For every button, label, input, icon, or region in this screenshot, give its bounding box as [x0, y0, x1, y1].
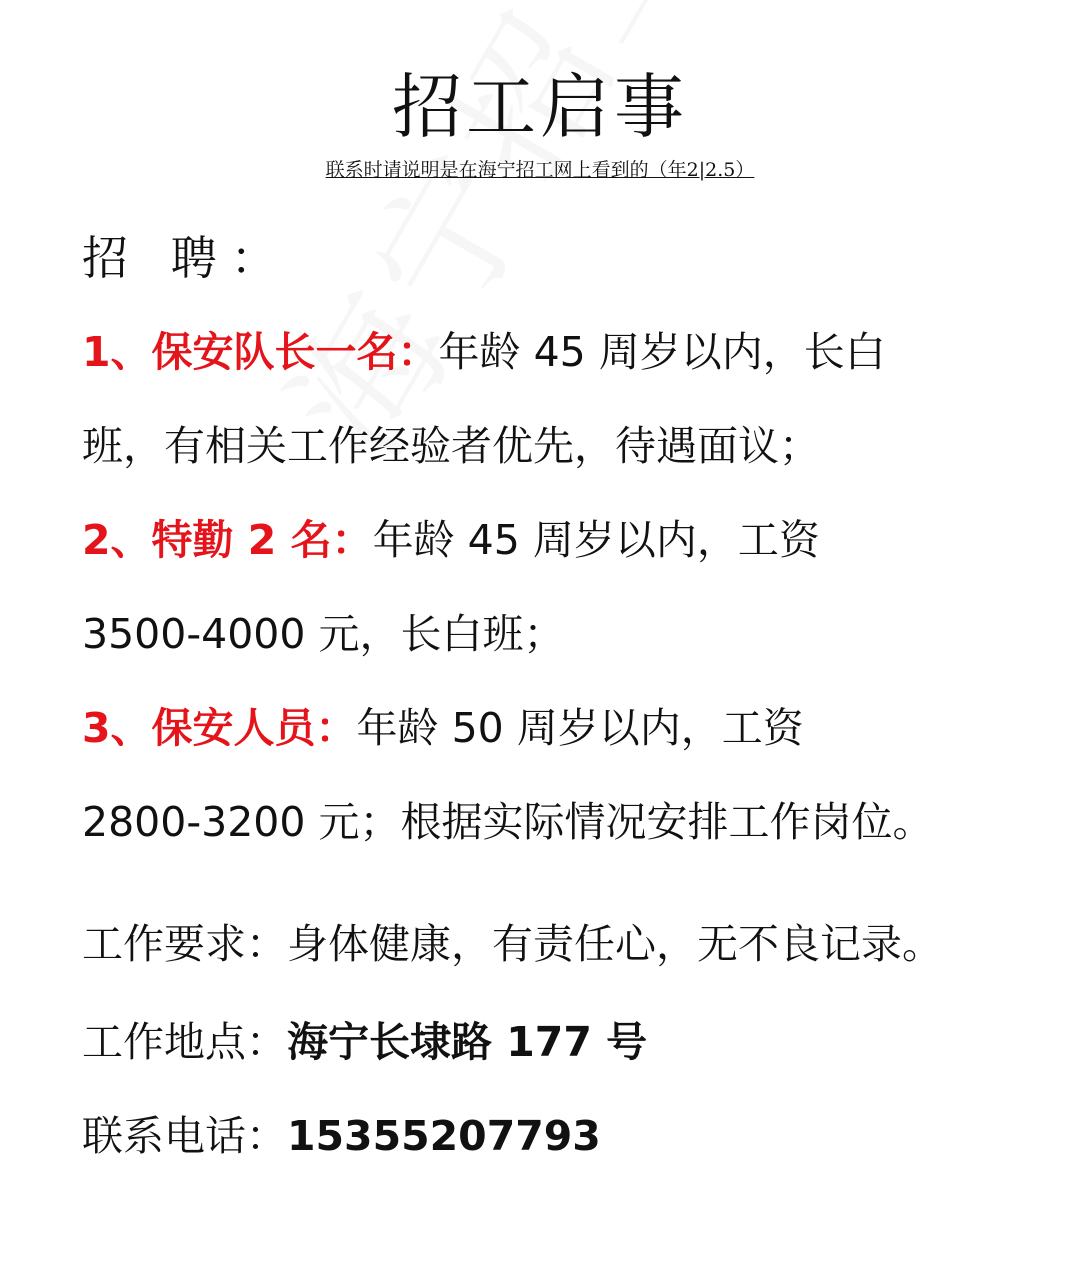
job-3-text-1: 年龄 50 周岁以内，工资	[356, 704, 804, 752]
requirements-line	[82, 914, 943, 974]
subtitle-text: 联系时请说明是在海宁招工网上看到的（年2|2.5）	[325, 159, 755, 181]
job-1-text-2: 班，有相关工作经验者优先，待遇面议；	[82, 422, 820, 470]
page-title: 招工启事	[392, 66, 688, 148]
job-1-label: 1、保安队长一名：	[82, 328, 439, 376]
job-3-line-1	[82, 698, 804, 758]
job-3-line-2	[82, 792, 934, 852]
contact-phone: 15355207793	[287, 1112, 601, 1160]
job-2-line-2	[82, 604, 565, 664]
contact-label: 联系电话：	[82, 1112, 287, 1160]
job-2-text-2: 3500-4000 元，长白班；	[82, 610, 565, 658]
job-2-text-1: 年龄 45 周岁以内，工资	[372, 516, 820, 564]
requirements-label: 工作要求：	[82, 920, 287, 968]
recruit-heading: 招 聘：	[82, 231, 291, 285]
job-1-line-2	[82, 416, 820, 476]
location-value: 海宁长埭路 177 号	[287, 1018, 648, 1066]
contact-line	[82, 1106, 601, 1166]
job-1-line-1	[82, 322, 886, 382]
job-3-label: 3、保安人员：	[82, 704, 357, 752]
job-2-line-1	[82, 510, 820, 570]
requirements-value: 身体健康，有责任心，无不良记录。	[287, 920, 943, 968]
job-2-label: 2、特勤 2 名：	[82, 516, 373, 564]
location-line	[82, 1012, 647, 1072]
subtitle	[0, 156, 1080, 184]
job-3-text-2: 2800-3200 元；根据实际情况安排工作岗位。	[82, 798, 934, 846]
job-1-text-1: 年龄 45 周岁以内，长白	[438, 328, 886, 376]
location-label: 工作地点：	[82, 1018, 287, 1066]
